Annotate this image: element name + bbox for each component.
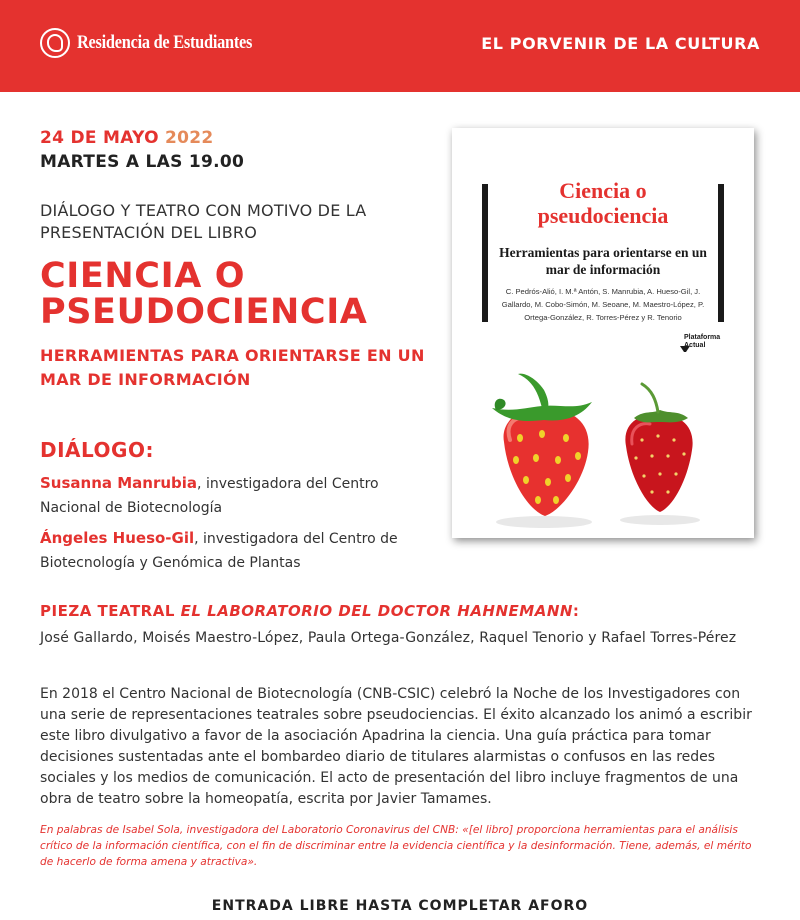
header-bar	[0, 0, 800, 92]
participant-1	[40, 471, 420, 520]
participant-role: , investigadora del Centro Nacional de Biotecnología	[40, 476, 379, 516]
publisher-line-2: Actual	[684, 342, 706, 349]
plasticine-strawberry-icon	[492, 374, 592, 528]
play-heading-suffix: :	[572, 602, 580, 620]
event-description: En 2018 el Centro Nacional de Biotecnología (CNB-CSIC) celebró la Noche de los Investigadores con una serie de representaciones teatrales sobre pseudociencias. El éxito alcanzado los animó a escribir este libro divulgativo a favor de la asociación Apadrina la ciencia. Una guía práctica para tomar decisiones sustentadas ante el bombardeo diario de titulares alarmistas o confusos en las redes sociales y los medios de comunicación. El acto de presentación del libro incluye fragmentos de una obra de teatro sobre la homeopatía, escrita por Javier Tamames.	[40, 686, 752, 807]
event-year: 2022	[165, 128, 214, 148]
book-subtitle: Herramientas para orientarse en un mar de información	[499, 245, 707, 277]
play-heading-prefix: PIEZA TEATRAL	[40, 602, 181, 620]
play-cast: José Gallardo, Moisés Maestro-López, Paula Ortega-González, Raquel Tenorio y Rafael Torres-Pérez	[40, 630, 737, 646]
strawberries-illustration	[452, 360, 754, 538]
residencia-logo[interactable]	[40, 28, 281, 58]
head-profile-icon	[40, 28, 70, 58]
event-day-month: 24 DE MAYO	[40, 128, 159, 148]
header-tagline: EL PORVENIR DE LA CULTURA	[481, 34, 760, 53]
book-title: Ciencia o pseudociencia	[537, 178, 669, 228]
entry-notice: ENTRADA LIBRE HASTA COMPLETAR AFORO	[211, 898, 589, 914]
event-time: MARTES A LAS 19.00	[40, 152, 245, 172]
book-authors: C. Pedrós-Alió, I. M.ª Antón, S. Manrubia, A. Hueso-Gil, J. Gallardo, M. Cobo-Simón, M. Seoane, M. Maestro-López, P. Ortega-González, R. Torres-Pérez y R. Tenorio	[501, 287, 705, 322]
event-subtitle: HERRAMIENTAS PARA ORIENTARSE EN UN MAR DE INFORMACIÓN	[40, 346, 425, 389]
play-heading	[40, 602, 579, 620]
participant-2	[40, 526, 420, 575]
real-strawberry-icon	[620, 384, 700, 525]
book-cover	[452, 128, 754, 538]
participant-name: Ángeles Hueso-Gil	[40, 529, 195, 547]
event-intro: DIÁLOGO Y TEATRO CON MOTIVO DE LA PRESENTACIÓN DEL LIBRO	[40, 201, 367, 242]
dialogue-heading: DIÁLOGO:	[40, 438, 154, 462]
quote-text: En palabras de Isabel Sola, investigadora del Laboratorio Coronavirus del CNB: «[el libro] proporciona herramientas para el análisis crítico de la información científica, con el fin de discriminar entre la evidencia científica y la desinformación. Tiene, además, el mérito de hacerlo de forma amena y atractiva».	[40, 824, 752, 868]
publisher-line-1: Plataforma	[684, 334, 721, 341]
play-work-title: EL LABORATORIO DEL DOCTOR HAHNEMANN	[180, 602, 573, 620]
cover-bar-right	[718, 184, 724, 322]
event-title: CIENCIA O PSEUDOCIENCIA	[40, 256, 368, 332]
publisher-logo	[684, 334, 730, 350]
cover-bar-left	[482, 184, 488, 322]
event-date	[40, 128, 214, 148]
logo-text: Residencia de Estudiantes	[77, 32, 253, 53]
participant-role: , investigadora del Centro de Biotecnología y Genómica de Plantas	[40, 531, 398, 571]
participant-name: Susanna Manrubia	[40, 474, 198, 492]
